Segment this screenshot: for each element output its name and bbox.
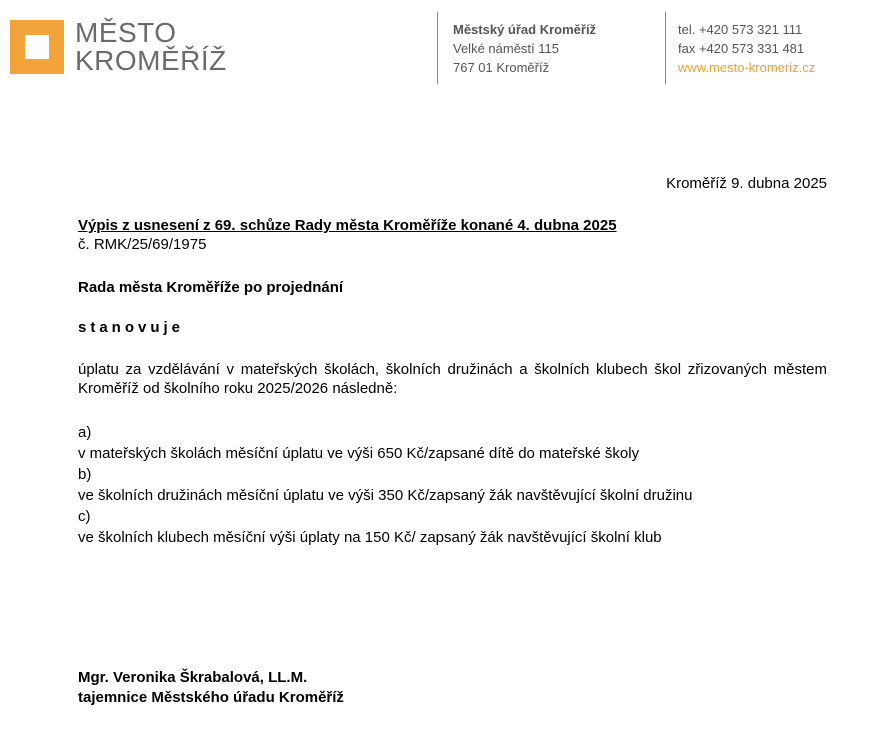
- decision-verb: stanovuje: [78, 319, 185, 336]
- list-item-label: a): [78, 424, 92, 441]
- header-divider-2: [665, 12, 666, 84]
- list-item-label: b): [78, 466, 92, 483]
- letterhead: [0, 0, 883, 90]
- office-name: Městský úřad Kroměříž: [453, 22, 597, 37]
- office-contact: [678, 20, 815, 77]
- logo-square-icon: [10, 20, 64, 74]
- list-item-label: c): [78, 508, 91, 525]
- document-heading: Výpis z usnesení z 69. schůze Rady města Kroměříže konané 4. dubna 2025: [78, 217, 617, 234]
- fax-number: fax +420 573 331 481: [678, 41, 805, 56]
- logo-line-2: KROMĚŘÍŽ: [75, 45, 227, 76]
- council-statement: Rada města Kroměříže po projednání: [78, 279, 344, 296]
- office-address: [453, 20, 596, 77]
- resolution-number: č. RMK/25/69/1975: [78, 236, 207, 253]
- list-item-text: ve školních klubech měsíční výši úplaty na 150 Kč/ zapsaný žák navštěvující školní klub: [78, 529, 662, 546]
- city-logo: [10, 19, 227, 75]
- list-item-text: ve školních družinách měsíční úplatu ve výši 350 Kč/zapsaný žák navštěvující školní družinu: [78, 487, 693, 504]
- office-street: Velké náměstí 115: [453, 41, 559, 56]
- office-city: 767 01 Kroměříž: [453, 60, 550, 75]
- document-date: Kroměříž 9. dubna 2025: [666, 175, 827, 192]
- fee-list: [78, 422, 692, 548]
- intro-paragraph: úplatu za vzdělávání v mateřských školách, školních družinách a školních klubech škol zřizovaných městem Kroměříž od školního roku 2025/2026 následně:: [78, 361, 827, 397]
- signatory-name: Mgr. Veronika Škrabalová, LL.M.: [78, 669, 308, 686]
- signature-block: [78, 668, 344, 708]
- website-link[interactable]: www.mesto-kromeriz.cz: [678, 60, 816, 75]
- signatory-title: tajemnice Městského úřadu Kroměříž: [78, 689, 344, 706]
- logo-line-1: MĚSTO: [75, 17, 177, 48]
- header-divider-1: [437, 12, 438, 84]
- logo-wordmark: [75, 19, 227, 75]
- list-item-text: v mateřských školách měsíční úplatu ve výši 650 Kč/zapsané dítě do mateřské školy: [78, 445, 640, 462]
- phone-number: tel. +420 573 321 111: [678, 22, 803, 37]
